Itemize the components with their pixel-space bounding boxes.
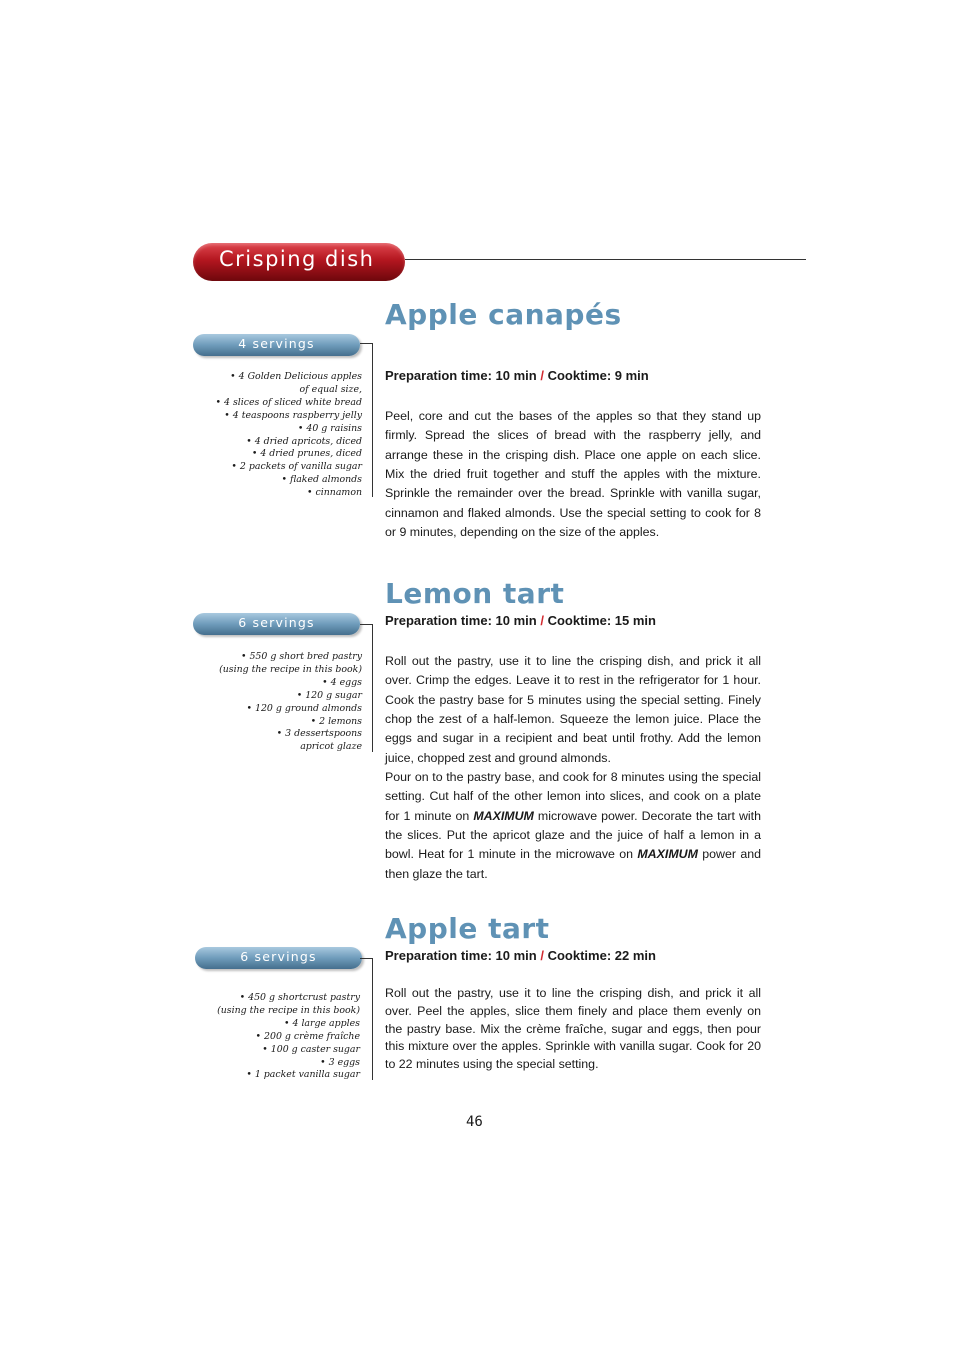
section-label: Crisping dish [219,247,375,271]
time-separator: / [540,368,544,383]
ingredient-line: • 4 dried prunes, diced [251,448,362,460]
ingredient-line: • cinnamon [307,487,362,499]
ingredient-list [162,371,362,500]
ingredient-line: • 2 lemons [310,715,362,727]
page-number: 46 [466,1114,483,1130]
ingredient-line: • 3 eggs [320,1056,360,1068]
power-level: MAXIMUM [473,808,534,823]
servings-badge [193,334,360,356]
method-paragraph: Peel, core and cut the bases of the apples so that they stand up firmly. Spread the slices of bread with the raspberry jelly, and arrange these in the crisping dish. Place one apple on each slice. Mix the dried fruit together and stuff the apples with the mixture. Sprinkle the remainder over the bread. Sprinkle with vanilla sugar, cinnamon and flaked almonds. Use the special setting to cook for 8 or 9 minutes, depending on the size of the apples. [385,409,761,540]
prep-cook-times [385,368,649,383]
prep-time: Preparation time: 10 min [385,368,537,383]
servings-label: 4 servings [238,336,315,351]
prep-time: Preparation time: 10 min [385,613,537,628]
ingredient-line: • 4 Golden Delicious apples [230,371,362,382]
servings-label: 6 servings [240,949,317,964]
ingredient-line: • 4 eggs [322,676,362,688]
recipe-method [385,407,761,542]
servings-badge [193,613,360,635]
ingredient-line: • 550 g short bred pastry [240,651,362,662]
power-level: MAXIMUM [637,847,698,862]
servings-label: 6 servings [238,615,315,630]
recipe-method [385,652,761,884]
header-rule [405,259,806,260]
ingredient-line: • 4 large apples [283,1017,360,1029]
cook-time: Cooktime: 22 min [547,948,656,963]
time-separator: / [540,613,544,628]
ingredient-line: • 40 g raisins [297,422,362,434]
time-separator: / [540,948,544,963]
ingredient-line: • 1 packet vanilla sugar [246,1069,360,1081]
recipe-title-apple-tart: Apple tart [385,912,550,945]
ingredient-list [160,992,360,1082]
recipe-method [385,985,761,1074]
method-paragraph: Roll out the pastry, use it to line the crisping dish, and prick it all over. Crimp the edges. Leave it to rest in the refrigerator for 1 hour. Cook the pastry base for 5 minutes using the special setting. Finely chop the zest of a half-lemon. Squeeze the lemon juice. Place the eggs and sugar in a recipient and beat until frothy. Add the lemon juice, chopped zest and ground almonds. [385,654,761,765]
ingredient-line: • 4 slices of sliced white bread [215,396,362,408]
prep-cook-times [385,948,656,963]
method-paragraph: Roll out the pastry, use it to line the crisping dish, and prick it all over. Peel the apples, slice them finely and place them evenly on the pastry base. Mix the crème fraîche, sugar and eggs, then pour this mixture over the apples. Sprinkle with vanilla sugar. Cook for 20 to 22 minutes using the special setting. [385,986,761,1072]
method-paragraph: Pour on to the pastry base, and cook for 8 minutes using the special setting. Cut half of the other lemon into slices, and cook on a plate for 1 minute on MAXIMUM microwave power. Decorate the tart with the slices. Put the apricot glaze and the juice of half a lemon in a bowl. Heat for 1 minute in the microwave on MAXIMUM power and then glaze the tart. [385,770,762,881]
ingredient-line: (using the recipe in this book) [217,1004,360,1016]
ingredient-line: • 120 g ground almonds [246,702,362,714]
ingredient-bracket [360,958,373,1080]
prep-time: Preparation time: 10 min [385,948,537,963]
recipe-title-lemon-tart: Lemon tart [385,577,565,610]
ingredient-line: • 2 packets of vanilla sugar [231,461,362,473]
ingredient-line: • 450 g shortcrust pastry [239,992,360,1003]
ingredient-line: of equal size, [299,383,362,395]
ingredient-line: • 100 g caster sugar [262,1043,360,1055]
cook-time: Cooktime: 15 min [547,613,656,628]
servings-badge [195,947,362,969]
ingredient-line: apricot glaze [300,741,362,753]
prep-cook-times [385,613,656,628]
ingredient-line: • 120 g sugar [296,689,362,701]
ingredient-list [162,651,362,754]
ingredient-line: • 4 dried apricots, diced [246,435,362,447]
ingredient-line: • 4 teaspoons raspberry jelly [224,409,362,421]
ingredient-line: • 3 dessertspoons [276,728,362,740]
ingredient-line: • 200 g crème fraîche [255,1030,360,1042]
cook-time: Cooktime: 9 min [547,368,649,383]
section-banner [193,243,405,281]
ingredient-line: (using the recipe in this book) [219,663,362,675]
ingredient-line: • flaked almonds [281,474,362,486]
recipe-title-apple-canapes: Apple canapés [385,298,622,331]
